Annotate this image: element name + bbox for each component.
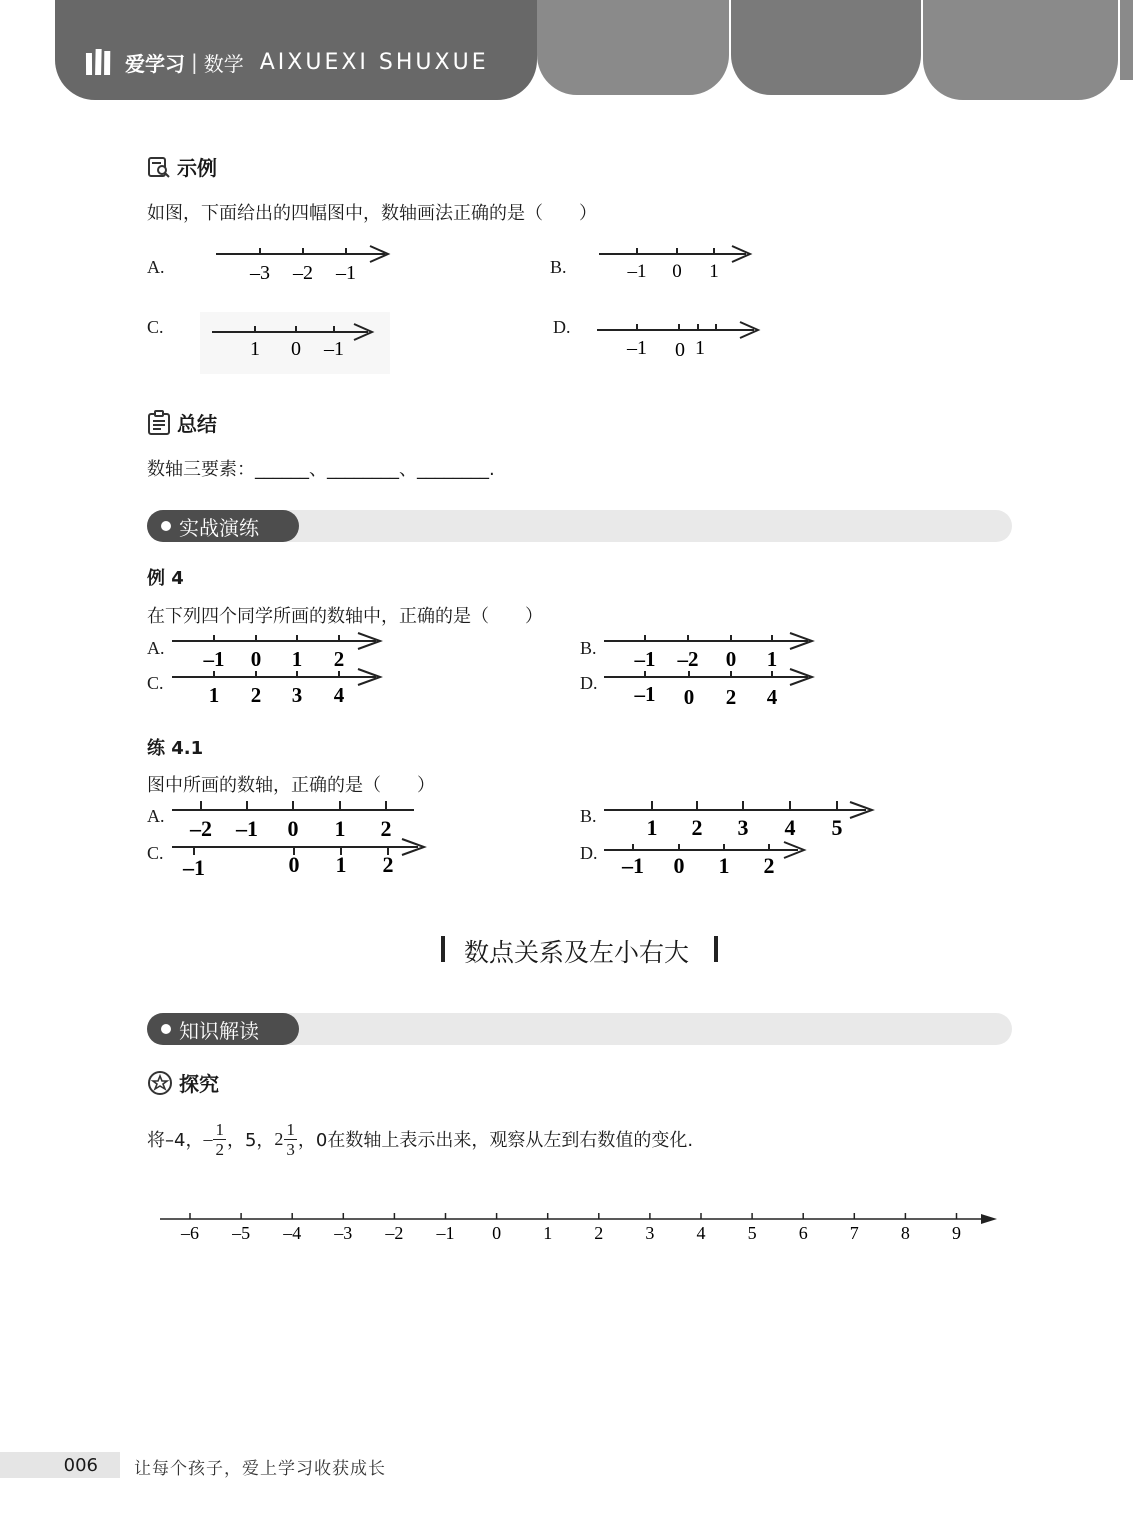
big-number-line — [155, 1200, 1005, 1250]
explore-suffix: ，0在数轴上表示出来，观察从左到右数值的变化. — [297, 1130, 694, 1151]
ex41-title: 练 4.1 — [147, 738, 204, 759]
axis-tick-label: –5 — [232, 1223, 251, 1243]
tick-label: 1 — [709, 261, 719, 282]
ex41-option-label: B. — [580, 806, 597, 826]
mixed-fraction — [274, 1120, 298, 1159]
example-heading — [147, 152, 217, 181]
practice-banner-label: 实战演练 — [179, 515, 259, 540]
tick-label: –1 — [203, 647, 225, 670]
axis-tick-label: –4 — [283, 1223, 302, 1243]
axis-tick-label: 3 — [645, 1223, 655, 1243]
practice-banner — [147, 510, 299, 542]
tick-label: 1 — [695, 337, 705, 359]
ex41-axis-d — [600, 834, 815, 880]
axis-tick-label: –6 — [181, 1223, 199, 1243]
tick-label: 0 — [288, 852, 300, 877]
mixed-whole: 2 — [274, 1128, 284, 1149]
brand-name: 爱学习 — [125, 51, 185, 76]
tick-label: –1 — [627, 261, 647, 282]
ex4-option-label: D. — [580, 673, 598, 693]
axis-tick-label: –2 — [385, 1223, 404, 1243]
tick-label: –1 — [634, 647, 656, 670]
knowledge-banner-label: 知识解读 — [179, 1018, 259, 1043]
fraction-sign: – — [203, 1128, 213, 1149]
tick-label: –2 — [677, 647, 699, 670]
tick-label: –1 — [236, 816, 258, 841]
header-tab-3 — [923, 0, 1118, 100]
axis-tick-label: 6 — [798, 1223, 808, 1243]
explore-title: 探究 — [179, 1072, 219, 1096]
tick-label: 4 — [784, 815, 796, 840]
tick-label: 1 — [291, 647, 303, 670]
ex4-option-label: C. — [147, 673, 164, 693]
fraction-numerator: 1 — [286, 1119, 295, 1139]
example-axis-a — [210, 240, 395, 285]
example-title: 示例 — [177, 156, 217, 180]
section-bar-left — [441, 936, 445, 962]
tick-label: 2 — [763, 853, 775, 878]
example-axis-c — [200, 312, 390, 374]
tick-label: 0 — [287, 816, 299, 841]
header-tab-1 — [537, 0, 729, 95]
axis-tick-label: 7 — [849, 1223, 859, 1243]
tick-label: –1 — [324, 338, 344, 360]
example-axis-b — [594, 240, 759, 285]
example-question: 如图，下面给出的四幅图中，数轴画法正确的是（ ） — [147, 203, 597, 224]
ex4-question: 在下列四个同学所画的数轴中，正确的是（ ） — [147, 606, 543, 627]
tick-label: 2 — [380, 816, 392, 841]
section-bar-right — [714, 936, 718, 962]
axis-tick-label: –1 — [436, 1223, 455, 1243]
brand-subject: 数学 — [203, 51, 244, 76]
tick-label: 4 — [333, 683, 345, 707]
fraction-denominator: 3 — [286, 1139, 295, 1159]
ex4-title: 例 4 — [147, 568, 184, 589]
ex41-axis-c — [168, 834, 433, 880]
header-tab-2 — [731, 0, 921, 95]
tick-label: –1 — [336, 262, 356, 284]
summary-heading — [147, 408, 217, 437]
tick-label: –3 — [250, 262, 270, 284]
example-option-label: A. — [147, 257, 165, 277]
tick-label: 2 — [333, 647, 345, 670]
ex41-question: 图中所画的数轴，正确的是（ ） — [147, 775, 435, 796]
ex41-option-label: A. — [147, 806, 165, 826]
ex41-option-label: C. — [147, 843, 164, 863]
section-heading: 数点关系及左小右大 — [464, 938, 690, 967]
footer-slogan: 让每个孩子，爱上学习收获成长 — [134, 1459, 386, 1479]
axis-tick-label: 2 — [594, 1223, 604, 1243]
tick-label: –1 — [634, 682, 656, 706]
axis-tick-label: 5 — [747, 1223, 757, 1243]
tick-label: 0 — [672, 261, 682, 282]
ex4-option-label: A. — [147, 638, 165, 658]
tick-label: 2 — [382, 852, 394, 877]
explore-sep: ，5， — [226, 1130, 275, 1151]
bullet-icon — [161, 521, 171, 531]
fraction-neg-half — [203, 1120, 227, 1159]
tick-label: 2 — [691, 815, 703, 840]
example-axis-d — [592, 315, 767, 363]
ex4-axis-c — [168, 664, 388, 708]
tick-label: –2 — [293, 262, 313, 284]
axis-tick-label: 1 — [543, 1223, 553, 1243]
fraction-numerator: 1 — [215, 1119, 224, 1139]
brand: 爱学习 | 数学 AIXUEXI SHUXUE — [85, 44, 489, 80]
tick-label: 5 — [831, 815, 843, 840]
tick-label: 3 — [737, 815, 749, 840]
explore-prefix: 将–4， — [147, 1130, 204, 1151]
tick-label: 1 — [250, 338, 260, 360]
brand-latin: AIXUEXI SHUXUE — [259, 49, 489, 75]
brand-logo-icon — [85, 47, 119, 77]
page-number: 006 — [0, 1452, 120, 1478]
tick-label: 1 — [208, 683, 220, 707]
clipboard-icon — [147, 410, 171, 436]
tick-label: 1 — [335, 852, 347, 877]
tick-label: 0 — [725, 647, 737, 670]
axis-tick-label: 4 — [696, 1223, 706, 1243]
axis-tick-label: –3 — [334, 1223, 353, 1243]
explore-heading — [147, 1068, 219, 1097]
knowledge-banner — [147, 1013, 299, 1045]
example-option-label: C. — [147, 317, 164, 337]
star-badge-icon — [147, 1070, 173, 1096]
ex4-option-label: B. — [580, 638, 597, 658]
bullet-icon — [161, 1024, 171, 1034]
tick-label: 4 — [766, 685, 778, 708]
header-tab-4 — [1120, 0, 1133, 80]
tick-label: 2 — [250, 683, 262, 707]
fraction-denominator: 2 — [215, 1139, 224, 1159]
tick-label: 1 — [646, 815, 658, 840]
tick-label: –1 — [622, 853, 644, 878]
axis-tick-label: 9 — [952, 1223, 961, 1243]
example-option-label: D. — [553, 317, 571, 337]
ex4-axis-d — [600, 664, 820, 708]
ex41-option-label: D. — [580, 843, 598, 863]
tick-label: 0 — [675, 339, 685, 361]
axis-tick-label: 8 — [900, 1223, 910, 1243]
summary-text: 数轴三要素：______、________、________. — [147, 459, 495, 480]
tick-label: 0 — [673, 853, 685, 878]
magnify-doc-icon — [147, 155, 171, 179]
tick-label: 3 — [291, 683, 303, 707]
explore-question — [147, 1114, 693, 1164]
tick-label: –1 — [627, 337, 647, 359]
tick-label: 2 — [725, 685, 737, 708]
tick-label: –2 — [190, 816, 212, 841]
axis-tick-label: 0 — [492, 1223, 502, 1243]
tick-label: 1 — [334, 816, 346, 841]
example-option-label: B. — [550, 257, 567, 277]
tick-label: –1 — [183, 855, 205, 880]
tick-label: 1 — [766, 647, 778, 670]
tick-label: 0 — [291, 338, 301, 360]
tick-label: 0 — [683, 685, 695, 708]
tick-label: 0 — [250, 647, 262, 670]
tick-label: 1 — [718, 853, 730, 878]
summary-title: 总结 — [177, 412, 217, 436]
